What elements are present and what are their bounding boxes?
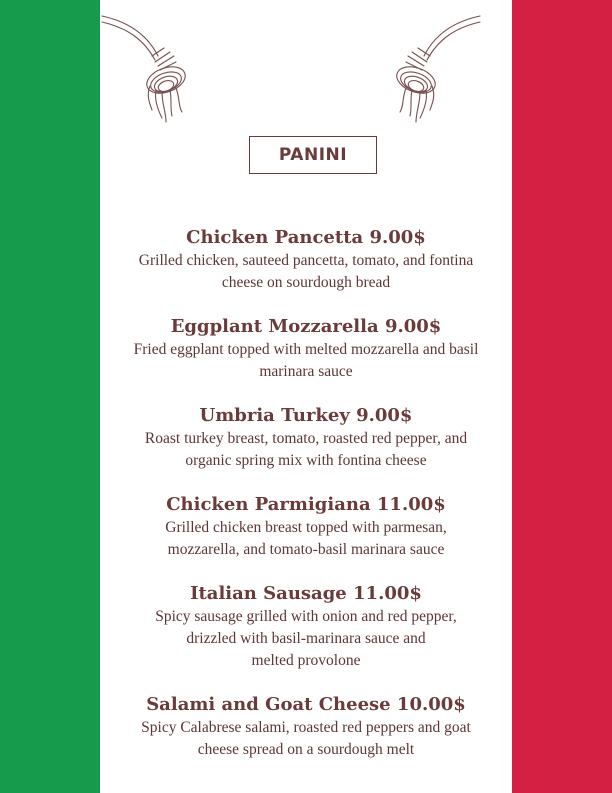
- menu-item-heading: [100, 493, 512, 517]
- menu-item: [100, 582, 512, 672]
- menu-list: [100, 226, 512, 761]
- menu-item-heading: [100, 404, 512, 428]
- menu-item-price: 11.00$: [376, 494, 446, 515]
- menu-item-price: 9.00$: [356, 405, 413, 426]
- menu-item-price: 9.00$: [369, 227, 426, 248]
- red-stripe: [512, 0, 612, 793]
- fork-with-spaghetti-icon: [100, 8, 220, 128]
- green-stripe: [0, 0, 100, 793]
- menu-item-description: Grilled chicken breast topped with parmesan, mozzarella, and tomato-basil marinara sauce: [165, 519, 447, 558]
- menu-item-description: Spicy Calabrese salami, roasted red peppers and goat cheese spread on a sourdough melt: [141, 719, 471, 758]
- menu-item: [100, 493, 512, 561]
- menu-item-price: 10.00$: [396, 694, 466, 715]
- menu-item-name: Chicken Pancetta: [186, 227, 364, 248]
- menu-item-name: Eggplant Mozzarella: [170, 316, 379, 337]
- menu-item-description: Fried eggplant topped with melted mozzarella and basil marinara sauce: [133, 341, 479, 380]
- menu-item-name: Umbria Turkey: [199, 405, 350, 426]
- menu-item-description: Roast turkey breast, tomato, roasted red pepper, and organic spring mix with fontina cheese: [144, 430, 468, 469]
- menu-item-description: Spicy sausage grilled with onion and red pepper, drizzled with basil-marinara sauce and melted provolone: [155, 608, 457, 669]
- menu-item-name: Chicken Parmigiana: [166, 494, 371, 515]
- menu-item: [100, 315, 512, 383]
- menu-item-heading: [100, 693, 512, 717]
- menu-item-price: 11.00$: [353, 583, 422, 604]
- menu-item-price: 9.00$: [384, 316, 442, 337]
- menu-item-description: Grilled chicken, sauteed pancetta, tomato, and fontina cheese on sourdough bread: [138, 252, 474, 291]
- menu-item-name: Salami and Goat Cheese: [146, 694, 391, 715]
- menu-item-heading: [100, 315, 512, 339]
- menu-item-heading: [100, 226, 512, 250]
- menu-item-name: Italian Sausage: [190, 583, 347, 604]
- menu-item: [100, 226, 512, 294]
- fork-with-spaghetti-icon: [362, 8, 482, 128]
- menu-item-heading: [100, 582, 512, 606]
- menu-item: [100, 693, 512, 761]
- menu-item: [100, 404, 512, 472]
- section-title: PANINI: [249, 136, 377, 174]
